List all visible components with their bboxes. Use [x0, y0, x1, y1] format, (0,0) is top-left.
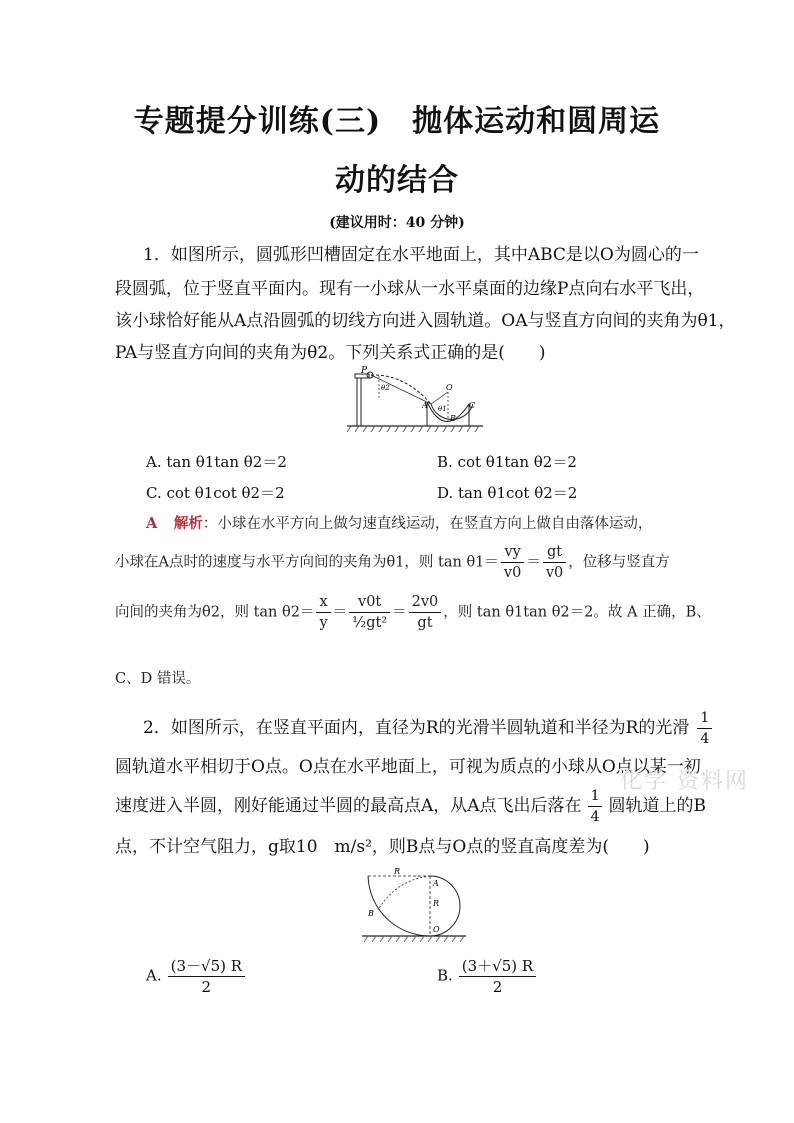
fraction-quarter: $\frac{1}{4}$	[588, 786, 603, 827]
fraction-vy-v0: $\frac{vy}{v0}$	[501, 542, 524, 583]
q1-line: 1．如图所示，圆弧形凹槽固定在水平地面上，其中ABC是以O为圆心的一	[143, 245, 699, 265]
q2-option-b[interactable]: B. $\frac{(3+√5) R}{2}$	[437, 956, 538, 997]
analysis-text: 向间的夹角为θ2，则 tan θ2＝	[115, 604, 315, 621]
q1-option-a[interactable]: A. tan θ1tan θ2＝2	[146, 453, 287, 471]
q2-option-a[interactable]: A. $\frac{(3-√5) R}{2}$	[146, 956, 247, 997]
label-B: B	[368, 909, 374, 918]
q1-figure	[345, 362, 485, 434]
page-title-line2: 动的结合	[335, 163, 459, 198]
label-R-top: R	[394, 867, 401, 876]
q2-line4: 点，不计空气阻力，g取10 m/s²，则B点与O点的竖直高度差为( )	[115, 837, 650, 857]
label-theta1: θ1	[438, 405, 447, 413]
q2-line2: 圆轨道水平相切于O点。O点在水平地面上，可视为质点的小球从O点以某一初	[115, 757, 701, 777]
label-A: A	[433, 879, 439, 888]
suggested-time: (建议用时：40 分钟)	[329, 215, 465, 231]
fraction-2v0-gt: $\frac{2v0}{gt}$	[409, 592, 442, 633]
label-O: O	[446, 383, 453, 392]
q1-option-d[interactable]: D. tan θ1cot θ2＝2	[437, 484, 578, 502]
analysis-text: ，则 tan θ1tan θ2＝2。故 A 正确，B、	[443, 604, 711, 621]
analysis-text: 小球在A点时的速度与水平方向间的夹角为θ1，则 tan θ1＝	[115, 554, 499, 571]
q1-option-b[interactable]: B. cot θ1tan θ2＝2	[437, 453, 577, 471]
label-O: O	[433, 925, 440, 934]
q1-analysis-line3: 向间的夹角为θ2，则 tan θ2＝ $\frac{x}{y}$ ＝ $\frac{v0t}{\text{½gt²}}$ ＝ $\frac{2v0}{gt}$ ，则 tan θ1tan θ2＝2。故 A 正确，B、	[115, 594, 711, 631]
fraction-quarter: $\frac{1}{4}$	[697, 708, 712, 749]
q2-figure	[360, 866, 470, 944]
label-P: P	[361, 366, 368, 376]
fraction-v0t-half-gt2: $\frac{v0t}{\text{½gt²}}$	[349, 592, 390, 633]
fraction-x-y: $\frac{x}{y}$	[316, 592, 330, 633]
fraction-gt-v0: $\frac{gt}{v0}$	[543, 542, 566, 583]
label-theta2: θ2	[381, 384, 390, 392]
label-A: A	[422, 401, 428, 410]
analysis-text: ：小球在水平方向上做匀速直线运动，在竖直方向上做自由落体运动，	[202, 516, 653, 532]
page-title: 专题提分训练(三) 抛体运动和圆周运	[133, 104, 661, 139]
analysis-label: 解析	[173, 515, 203, 532]
q1-analysis-line4: C、D 错误。	[115, 671, 201, 687]
q2-line3: 速度进入半圆，刚好能通过半圆的最高点A，从A点飞出后落在 $\frac{1}{4}$ 圆轨道上的B	[115, 788, 706, 825]
answer-letter: A	[146, 515, 158, 532]
q1-line: PA与竖直方向间的夹角为θ2。下列关系式正确的是( )	[115, 343, 546, 363]
q1-option-c[interactable]: C. cot θ1cot θ2＝2	[146, 484, 285, 502]
label-B: B	[450, 414, 456, 423]
label-R-mid: R	[433, 899, 440, 908]
analysis-text: ，位移与竖直方	[568, 554, 670, 571]
q1-line: 该小球恰好能从A点沿圆弧的切线方向进入圆轨道。OA与竖直方向间的夹角为θ1，	[115, 311, 736, 331]
q1-line: 段圆弧，位于竖直平面内。现有一小球从一水平桌面的边缘P点向右水平飞出，	[115, 279, 705, 299]
watermark: 化学 资料网	[620, 769, 749, 794]
q1-analysis-line2: 小球在A点时的速度与水平方向间的夹角为θ1，则 tan θ1＝ $\frac{vy}{v0}$ ＝ $\frac{gt}{v0}$ ，位移与竖直方	[115, 544, 670, 581]
label-C: C	[469, 401, 476, 410]
q2-line1: 2．如图所示，在竖直平面内，直径为R的光滑半圆轨道和半径为R的光滑 $\frac{1}{4}$	[143, 708, 714, 749]
q1-analysis-line1	[146, 512, 652, 533]
